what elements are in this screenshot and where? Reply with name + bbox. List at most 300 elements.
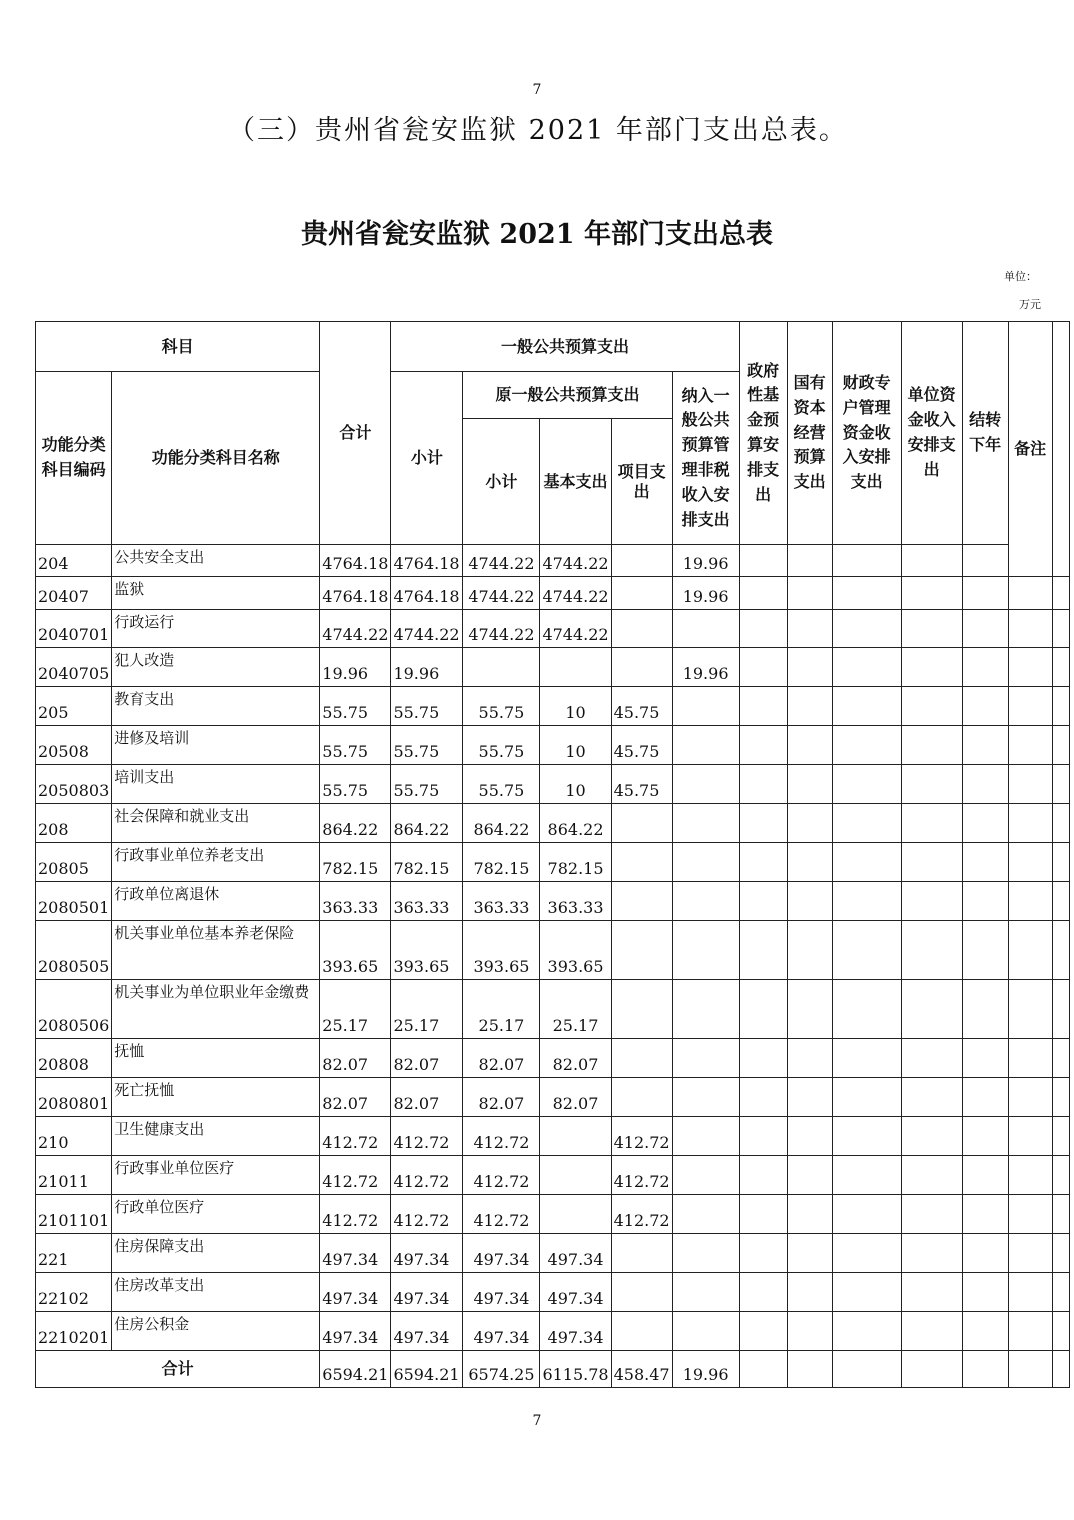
row-original-subtotal: 82.07 xyxy=(463,1039,540,1078)
empty-cell xyxy=(901,1117,962,1156)
row-total: 412.72 xyxy=(320,1156,391,1195)
empty-cell xyxy=(901,882,962,921)
empty-cell xyxy=(832,804,901,843)
row-project xyxy=(611,545,672,577)
header-unit-funds: 单位资金收入安排支出 xyxy=(901,322,962,545)
empty-cell xyxy=(832,843,901,882)
row-original-subtotal: 497.34 xyxy=(463,1273,540,1312)
empty-cell xyxy=(962,843,1008,882)
table-row xyxy=(36,882,1070,921)
empty-cell xyxy=(962,577,1008,610)
header-general-budget: 一般公共预算支出 xyxy=(391,322,739,372)
row-project xyxy=(611,577,672,610)
empty-cell xyxy=(1052,726,1069,765)
empty-cell xyxy=(739,921,787,980)
row-name: 死亡抚恤 xyxy=(112,1078,320,1117)
row-total: 19.96 xyxy=(320,648,391,687)
empty-cell xyxy=(1052,804,1069,843)
empty-cell xyxy=(901,726,962,765)
empty-cell xyxy=(1008,1078,1052,1117)
row-name: 抚恤 xyxy=(112,1039,320,1078)
row-original-subtotal: 412.72 xyxy=(463,1117,540,1156)
empty-cell xyxy=(1052,980,1069,1039)
empty-cell xyxy=(901,1039,962,1078)
total-label: 合计 xyxy=(36,1351,320,1388)
row-original-subtotal: 4744.22 xyxy=(463,545,540,577)
empty-cell xyxy=(739,1039,787,1078)
row-subtotal: 4764.18 xyxy=(391,577,463,610)
total-total: 6594.21 xyxy=(320,1351,391,1388)
empty-cell xyxy=(787,577,832,610)
row-project xyxy=(611,610,672,648)
table-title: 贵州省瓮安监狱 2021 年部门支出总表 xyxy=(301,219,773,250)
row-project: 45.75 xyxy=(611,726,672,765)
row-total: 782.15 xyxy=(320,843,391,882)
row-code: 208 xyxy=(36,804,112,843)
row-code: 2080501 xyxy=(36,882,112,921)
empty-cell xyxy=(1052,610,1069,648)
total-nontax: 19.96 xyxy=(672,1351,739,1388)
empty-cell xyxy=(1008,1234,1052,1273)
row-original-subtotal: 393.65 xyxy=(463,921,540,980)
row-basic: 864.22 xyxy=(540,804,611,843)
row-total: 55.75 xyxy=(320,765,391,804)
table-row xyxy=(36,1078,1070,1117)
empty-cell xyxy=(1052,1156,1069,1195)
empty-cell xyxy=(1052,1234,1069,1273)
row-subtotal: 497.34 xyxy=(391,1273,463,1312)
empty-cell xyxy=(962,610,1008,648)
total-row xyxy=(36,1351,1070,1388)
empty-cell xyxy=(787,1156,832,1195)
table-row xyxy=(36,1273,1070,1312)
row-basic xyxy=(540,648,611,687)
empty-cell xyxy=(1052,1039,1069,1078)
row-project xyxy=(611,1078,672,1117)
row-subtotal: 82.07 xyxy=(391,1039,463,1078)
empty-cell xyxy=(787,1273,832,1312)
row-subtotal: 412.72 xyxy=(391,1195,463,1234)
row-nontax xyxy=(672,1195,739,1234)
row-nontax xyxy=(672,1117,739,1156)
empty-cell xyxy=(1008,921,1052,980)
empty-cell xyxy=(832,1195,901,1234)
row-code: 20407 xyxy=(36,577,112,610)
row-original-subtotal: 55.75 xyxy=(463,726,540,765)
row-name: 机关事业为单位职业年金缴费 xyxy=(112,980,320,1039)
empty-cell xyxy=(901,610,962,648)
empty-cell xyxy=(1052,1195,1069,1234)
row-project: 45.75 xyxy=(611,765,672,804)
total-subtotal: 6594.21 xyxy=(391,1351,463,1388)
empty-cell xyxy=(1052,882,1069,921)
row-code: 204 xyxy=(36,545,112,577)
row-basic: 497.34 xyxy=(540,1273,611,1312)
empty-cell xyxy=(739,843,787,882)
empty-cell xyxy=(1008,1156,1052,1195)
table-row xyxy=(36,765,1070,804)
empty-cell xyxy=(1052,921,1069,980)
empty-cell xyxy=(1052,1312,1069,1351)
row-subtotal: 19.96 xyxy=(391,648,463,687)
empty-cell xyxy=(962,1273,1008,1312)
row-original-subtotal: 363.33 xyxy=(463,882,540,921)
table-row xyxy=(36,921,1070,980)
row-total: 4764.18 xyxy=(320,577,391,610)
row-nontax xyxy=(672,1039,739,1078)
empty-cell xyxy=(787,545,832,577)
header-gov-fund: 政府性基金预算安排支出 xyxy=(739,322,787,545)
row-subtotal: 55.75 xyxy=(391,726,463,765)
empty-cell xyxy=(1008,882,1052,921)
row-project: 45.75 xyxy=(611,687,672,726)
row-project xyxy=(611,1273,672,1312)
empty-cell xyxy=(962,1117,1008,1156)
empty-cell xyxy=(962,980,1008,1039)
row-total: 4744.22 xyxy=(320,610,391,648)
empty-cell xyxy=(1052,765,1069,804)
empty-cell xyxy=(739,577,787,610)
empty-cell xyxy=(962,687,1008,726)
section-title: （三）贵州省瓮安监狱 2021 年部门支出总表。 xyxy=(228,115,848,146)
empty-cell xyxy=(787,843,832,882)
empty-cell xyxy=(901,843,962,882)
empty-cell xyxy=(787,765,832,804)
row-subtotal: 393.65 xyxy=(391,921,463,980)
empty-cell xyxy=(739,804,787,843)
row-nontax xyxy=(672,1273,739,1312)
row-project xyxy=(611,980,672,1039)
empty-cell xyxy=(1052,1078,1069,1117)
row-basic: 25.17 xyxy=(540,980,611,1039)
row-project xyxy=(611,921,672,980)
empty-cell xyxy=(739,882,787,921)
row-project xyxy=(611,843,672,882)
row-code: 2210201 xyxy=(36,1312,112,1351)
row-name: 住房保障支出 xyxy=(112,1234,320,1273)
row-code: 20508 xyxy=(36,726,112,765)
empty-cell xyxy=(962,921,1008,980)
empty-cell xyxy=(787,687,832,726)
row-nontax: 19.96 xyxy=(672,545,739,577)
empty-cell xyxy=(901,577,962,610)
empty-cell xyxy=(787,1117,832,1156)
row-name: 监狱 xyxy=(112,577,320,610)
row-project xyxy=(611,882,672,921)
row-total: 864.22 xyxy=(320,804,391,843)
row-subtotal: 55.75 xyxy=(391,765,463,804)
table-row xyxy=(36,577,1070,610)
row-original-subtotal: 55.75 xyxy=(463,687,540,726)
empty-cell xyxy=(832,1156,901,1195)
row-subtotal: 82.07 xyxy=(391,1078,463,1117)
row-subtotal: 497.34 xyxy=(391,1312,463,1351)
empty-cell xyxy=(1008,804,1052,843)
empty-cell xyxy=(739,1312,787,1351)
row-subtotal: 4744.22 xyxy=(391,610,463,648)
empty-cell xyxy=(787,921,832,980)
row-nontax: 19.96 xyxy=(672,648,739,687)
table-row xyxy=(36,1156,1070,1195)
row-original-subtotal: 782.15 xyxy=(463,843,540,882)
empty-cell xyxy=(739,545,787,577)
empty-cell xyxy=(962,1234,1008,1273)
row-basic: 10 xyxy=(540,687,611,726)
row-project xyxy=(611,804,672,843)
empty-cell xyxy=(901,1156,962,1195)
row-name: 行政事业单位医疗 xyxy=(112,1156,320,1195)
header-code: 功能分类科目编码 xyxy=(36,372,112,545)
row-total: 55.75 xyxy=(320,726,391,765)
row-nontax xyxy=(672,843,739,882)
row-basic: 10 xyxy=(540,765,611,804)
empty-cell xyxy=(739,687,787,726)
row-total: 497.34 xyxy=(320,1273,391,1312)
row-basic: 82.07 xyxy=(540,1078,611,1117)
empty-cell xyxy=(832,1078,901,1117)
unit-value: 万元 xyxy=(1019,298,1041,311)
empty-cell xyxy=(901,804,962,843)
page-number-top: 7 xyxy=(532,82,542,98)
empty-cell xyxy=(739,648,787,687)
row-nontax xyxy=(672,882,739,921)
empty-cell xyxy=(787,648,832,687)
total-basic: 6115.78 xyxy=(540,1351,611,1388)
row-nontax xyxy=(672,1078,739,1117)
row-name: 住房改革支出 xyxy=(112,1273,320,1312)
header-original-subtotal: 小计 xyxy=(463,419,540,545)
row-basic: 782.15 xyxy=(540,843,611,882)
empty-cell xyxy=(1052,1351,1069,1388)
empty-cell xyxy=(787,726,832,765)
expenditure-table xyxy=(35,321,1070,1388)
blank-edge-column xyxy=(1052,322,1069,577)
row-name: 卫生健康支出 xyxy=(112,1117,320,1156)
row-nontax xyxy=(672,1156,739,1195)
row-basic: 10 xyxy=(540,726,611,765)
row-nontax xyxy=(672,765,739,804)
empty-cell xyxy=(901,765,962,804)
empty-cell xyxy=(787,1039,832,1078)
row-project: 412.72 xyxy=(611,1195,672,1234)
empty-cell xyxy=(962,765,1008,804)
row-nontax xyxy=(672,804,739,843)
row-original-subtotal: 82.07 xyxy=(463,1078,540,1117)
header-name: 功能分类科目名称 xyxy=(112,372,320,545)
header-original-general: 原一般公共预算支出 xyxy=(463,372,672,419)
row-code: 2040701 xyxy=(36,610,112,648)
empty-cell xyxy=(787,980,832,1039)
table-row xyxy=(36,1312,1070,1351)
empty-cell xyxy=(832,687,901,726)
table-row xyxy=(36,726,1070,765)
empty-cell xyxy=(832,1234,901,1273)
row-subtotal: 363.33 xyxy=(391,882,463,921)
empty-cell xyxy=(1008,1351,1052,1388)
empty-cell xyxy=(832,1351,901,1388)
row-basic: 497.34 xyxy=(540,1312,611,1351)
row-subtotal: 25.17 xyxy=(391,980,463,1039)
table-row xyxy=(36,1039,1070,1078)
empty-cell xyxy=(832,726,901,765)
row-project xyxy=(611,1039,672,1078)
row-nontax xyxy=(672,980,739,1039)
empty-cell xyxy=(739,1234,787,1273)
row-subtotal: 497.34 xyxy=(391,1234,463,1273)
row-basic: 363.33 xyxy=(540,882,611,921)
empty-cell xyxy=(901,921,962,980)
row-name: 犯人改造 xyxy=(112,648,320,687)
empty-cell xyxy=(1008,980,1052,1039)
page-number-bottom: 7 xyxy=(532,1413,542,1429)
row-code: 22102 xyxy=(36,1273,112,1312)
table-row xyxy=(36,1117,1070,1156)
row-name: 住房公积金 xyxy=(112,1312,320,1351)
header-kemu: 科目 xyxy=(36,322,320,372)
row-code: 205 xyxy=(36,687,112,726)
header-total: 合计 xyxy=(320,322,391,545)
empty-cell xyxy=(962,648,1008,687)
empty-cell xyxy=(787,1078,832,1117)
empty-cell xyxy=(1052,843,1069,882)
row-subtotal: 864.22 xyxy=(391,804,463,843)
empty-cell xyxy=(832,1312,901,1351)
empty-cell xyxy=(901,1351,962,1388)
row-name: 培训支出 xyxy=(112,765,320,804)
row-nontax xyxy=(672,726,739,765)
table-row xyxy=(36,1195,1070,1234)
table-row xyxy=(36,1234,1070,1273)
empty-cell xyxy=(962,1351,1008,1388)
empty-cell xyxy=(739,980,787,1039)
empty-cell xyxy=(832,1273,901,1312)
empty-cell xyxy=(832,921,901,980)
empty-cell xyxy=(787,882,832,921)
row-name: 行政运行 xyxy=(112,610,320,648)
row-project: 412.72 xyxy=(611,1156,672,1195)
empty-cell xyxy=(739,1273,787,1312)
table-row xyxy=(36,980,1070,1039)
total-project: 458.47 xyxy=(611,1351,672,1388)
row-name: 行政事业单位养老支出 xyxy=(112,843,320,882)
empty-cell xyxy=(1008,1273,1052,1312)
table-row xyxy=(36,687,1070,726)
row-original-subtotal: 497.34 xyxy=(463,1312,540,1351)
row-code: 2101101 xyxy=(36,1195,112,1234)
empty-cell xyxy=(832,648,901,687)
empty-cell xyxy=(787,1351,832,1388)
row-code: 2040705 xyxy=(36,648,112,687)
header-carryover: 结转下年 xyxy=(962,322,1008,545)
empty-cell xyxy=(901,687,962,726)
empty-cell xyxy=(901,1078,962,1117)
empty-cell xyxy=(1052,577,1069,610)
empty-cell xyxy=(1008,1117,1052,1156)
row-code: 20805 xyxy=(36,843,112,882)
row-code: 20808 xyxy=(36,1039,112,1078)
empty-cell xyxy=(1008,577,1052,610)
empty-cell xyxy=(962,882,1008,921)
row-basic: 82.07 xyxy=(540,1039,611,1078)
table-row xyxy=(36,610,1070,648)
empty-cell xyxy=(739,1078,787,1117)
empty-cell xyxy=(962,1078,1008,1117)
row-code: 221 xyxy=(36,1234,112,1273)
row-original-subtotal: 25.17 xyxy=(463,980,540,1039)
row-original-subtotal: 864.22 xyxy=(463,804,540,843)
empty-cell xyxy=(787,610,832,648)
header-project: 项目支出 xyxy=(611,419,672,545)
row-code: 2050803 xyxy=(36,765,112,804)
table-row xyxy=(36,804,1070,843)
row-total: 412.72 xyxy=(320,1117,391,1156)
row-subtotal: 412.72 xyxy=(391,1117,463,1156)
empty-cell xyxy=(962,726,1008,765)
empty-cell xyxy=(832,545,901,577)
row-subtotal: 4764.18 xyxy=(391,545,463,577)
row-total: 82.07 xyxy=(320,1039,391,1078)
row-subtotal: 55.75 xyxy=(391,687,463,726)
empty-cell xyxy=(832,980,901,1039)
row-code: 2080801 xyxy=(36,1078,112,1117)
row-project xyxy=(611,1312,672,1351)
row-original-subtotal: 497.34 xyxy=(463,1234,540,1273)
row-original-subtotal: 4744.22 xyxy=(463,610,540,648)
row-project: 412.72 xyxy=(611,1117,672,1156)
empty-cell xyxy=(739,726,787,765)
empty-cell xyxy=(739,1351,787,1388)
empty-cell xyxy=(1008,1312,1052,1351)
empty-cell xyxy=(739,610,787,648)
empty-cell xyxy=(739,1156,787,1195)
row-original-subtotal: 4744.22 xyxy=(463,577,540,610)
empty-cell xyxy=(962,545,1008,577)
empty-cell xyxy=(739,1195,787,1234)
row-basic: 4744.22 xyxy=(540,610,611,648)
empty-cell xyxy=(832,765,901,804)
row-name: 教育支出 xyxy=(112,687,320,726)
header-remarks: 备注 xyxy=(1008,322,1052,577)
empty-cell xyxy=(1008,687,1052,726)
row-total: 4764.18 xyxy=(320,545,391,577)
header-fiscal-special: 财政专户管理资金收入安排支出 xyxy=(832,322,901,545)
row-code: 2080506 xyxy=(36,980,112,1039)
row-total: 412.72 xyxy=(320,1195,391,1234)
empty-cell xyxy=(739,1117,787,1156)
row-name: 机关事业单位基本养老保险 xyxy=(112,921,320,980)
empty-cell xyxy=(832,610,901,648)
empty-cell xyxy=(901,1312,962,1351)
empty-cell xyxy=(787,804,832,843)
row-nontax xyxy=(672,610,739,648)
empty-cell xyxy=(1052,687,1069,726)
row-original-subtotal xyxy=(463,648,540,687)
row-nontax xyxy=(672,687,739,726)
row-name: 公共安全支出 xyxy=(112,545,320,577)
row-name: 行政单位医疗 xyxy=(112,1195,320,1234)
header-state-capital: 国有资本经营预算支出 xyxy=(787,322,832,545)
row-original-subtotal: 412.72 xyxy=(463,1156,540,1195)
unit-label: 单位： xyxy=(1004,270,1037,283)
empty-cell xyxy=(832,1039,901,1078)
row-code: 210 xyxy=(36,1117,112,1156)
empty-cell xyxy=(962,1039,1008,1078)
empty-cell xyxy=(901,1234,962,1273)
row-subtotal: 412.72 xyxy=(391,1156,463,1195)
row-basic: 393.65 xyxy=(540,921,611,980)
empty-cell xyxy=(739,765,787,804)
row-basic xyxy=(540,1117,611,1156)
